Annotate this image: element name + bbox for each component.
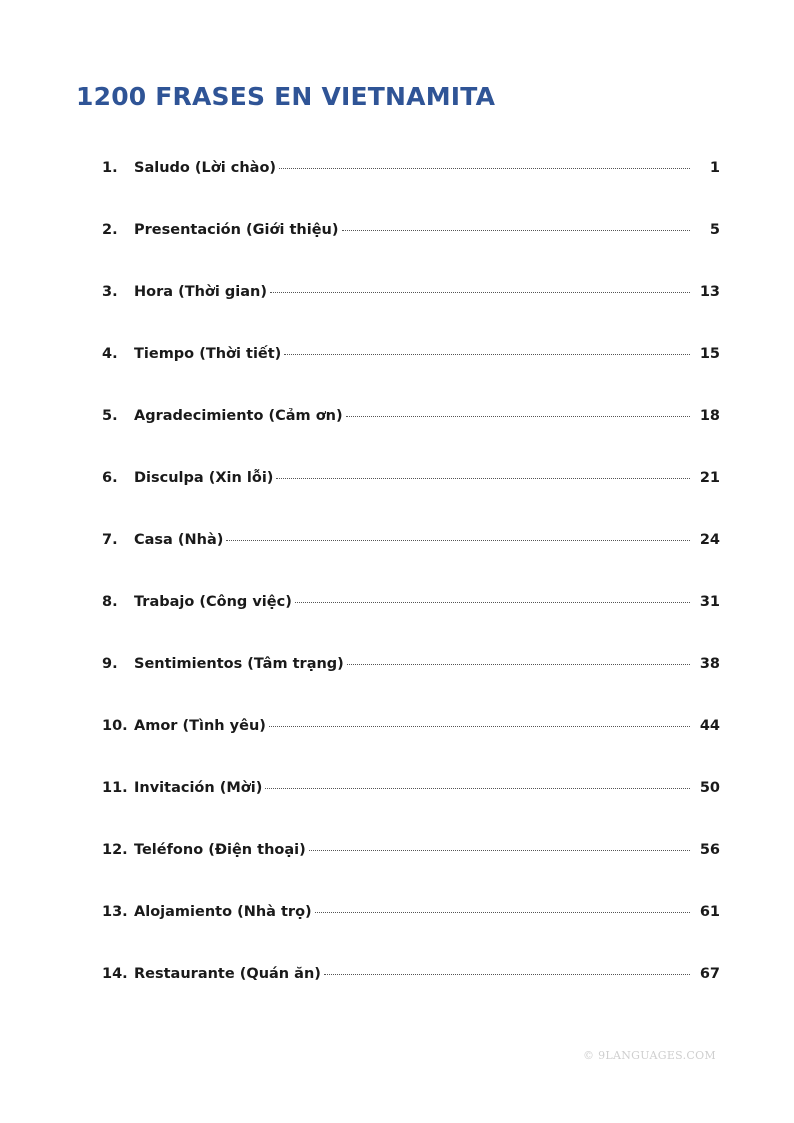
toc-entry-page: 5	[709, 222, 720, 238]
toc-entry-page: 44	[699, 718, 720, 734]
toc-entry-label: Teléfono (Điện thoại)	[134, 842, 306, 858]
toc-entry-number: 13.	[102, 904, 128, 920]
table-of-contents	[102, 160, 720, 1028]
toc-entry-page: 13	[699, 284, 720, 300]
toc-entry-number: 3.	[102, 284, 118, 300]
toc-entry-label: Saludo (Lời chào)	[134, 160, 277, 176]
toc-entry[interactable]	[102, 346, 720, 408]
toc-entry-label: Sentimientos (Tâm trạng)	[134, 656, 344, 672]
toc-entry-page: 31	[699, 594, 720, 610]
toc-entry-number: 14.	[102, 966, 128, 982]
dot-leader	[270, 292, 690, 293]
toc-entry-label: Tiempo (Thời tiết)	[134, 346, 282, 362]
toc-entry[interactable]	[102, 842, 720, 904]
toc-entry-label: Disculpa (Xin lỗi)	[134, 470, 274, 486]
dot-leader	[279, 168, 690, 169]
toc-entry-page: 61	[699, 904, 720, 920]
toc-entry-label: Casa (Nhà)	[134, 532, 224, 548]
toc-entry-page: 24	[699, 532, 720, 548]
toc-entry-number: 9.	[102, 656, 118, 672]
toc-entry[interactable]	[102, 656, 720, 718]
dot-leader	[284, 354, 690, 355]
toc-entry-page: 18	[699, 408, 720, 424]
toc-entry-number: 8.	[102, 594, 118, 610]
toc-entry-number: 1.	[102, 160, 118, 176]
toc-entry[interactable]	[102, 532, 720, 594]
toc-entry-page: 21	[699, 470, 720, 486]
toc-entry-page: 50	[699, 780, 720, 796]
toc-entry-label: Restaurante (Quán ăn)	[134, 966, 321, 982]
watermark: © 9LANGUAGES.COM	[583, 1049, 716, 1062]
toc-entry-number: 7.	[102, 532, 118, 548]
dot-leader	[315, 912, 690, 913]
dot-leader	[226, 540, 690, 541]
dot-leader	[347, 664, 690, 665]
toc-entry-page: 15	[699, 346, 720, 362]
toc-entry-number: 5.	[102, 408, 118, 424]
dot-leader	[342, 230, 690, 231]
toc-entry-page: 67	[699, 966, 720, 982]
toc-entry[interactable]	[102, 470, 720, 532]
toc-entry-number: 10.	[102, 718, 128, 734]
toc-entry-number: 4.	[102, 346, 118, 362]
toc-entry-label: Presentación (Giới thiệu)	[134, 222, 339, 238]
toc-entry-label: Alojamiento (Nhà trọ)	[134, 904, 312, 920]
dot-leader	[324, 974, 690, 975]
toc-entry[interactable]	[102, 160, 720, 222]
toc-entry-number: 12.	[102, 842, 128, 858]
toc-entry-label: Agradecimiento (Cảm ơn)	[134, 408, 343, 424]
dot-leader	[265, 788, 690, 789]
toc-entry-label: Hora (Thời gian)	[134, 284, 267, 300]
toc-entry[interactable]	[102, 904, 720, 966]
toc-entry-page: 56	[699, 842, 720, 858]
toc-entry-label: Invitación (Mời)	[134, 780, 263, 796]
toc-entry-number: 11.	[102, 780, 128, 796]
toc-entry[interactable]	[102, 594, 720, 656]
toc-entry-label: Amor (Tình yêu)	[134, 718, 266, 734]
toc-entry[interactable]	[102, 408, 720, 470]
toc-entry-number: 6.	[102, 470, 118, 486]
dot-leader	[346, 416, 690, 417]
toc-entry[interactable]	[102, 718, 720, 780]
dot-leader	[276, 478, 690, 479]
page-title: 1200 FRASES EN VIETNAMITA	[76, 82, 496, 111]
toc-entry[interactable]	[102, 780, 720, 842]
dot-leader	[269, 726, 690, 727]
toc-entry[interactable]	[102, 284, 720, 346]
toc-entry-page: 1	[709, 160, 720, 176]
toc-entry-label: Trabajo (Công việc)	[134, 594, 292, 610]
toc-entry-page: 38	[699, 656, 720, 672]
toc-entry[interactable]	[102, 966, 720, 1028]
dot-leader	[309, 850, 690, 851]
toc-entry-number: 2.	[102, 222, 118, 238]
toc-entry[interactable]	[102, 222, 720, 284]
dot-leader	[295, 602, 690, 603]
